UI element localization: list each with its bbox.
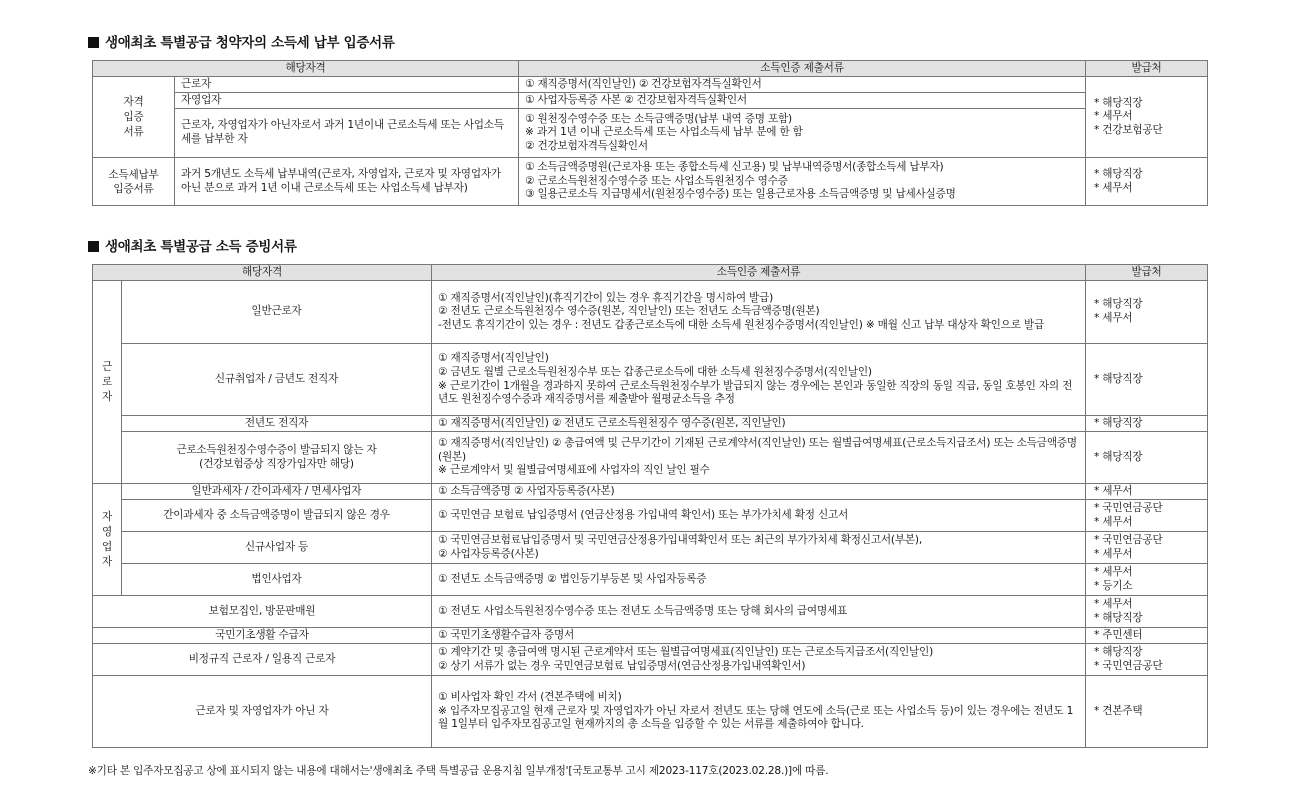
table-row	[93, 484, 1208, 500]
col-header-documents: 소득인증 제출서류	[519, 61, 1086, 77]
table-row	[93, 644, 1208, 676]
table-row	[93, 432, 1208, 484]
table-row	[93, 564, 1208, 596]
docs-neither: ① 원천징수영수증 또는 소득금액증명(납부 내역 증명 포함) ※ 과거 1년 이내 근로소득세 또는 사업소득세 납부 분에 한 함 ② 건강보험자격득실확인서	[519, 109, 1086, 158]
qual-cell: 전년도 전직자	[122, 416, 432, 432]
income-evidence-table	[92, 264, 1208, 748]
group-label-tax: 소득세납부 입증서류	[93, 158, 175, 206]
table-row	[93, 344, 1208, 416]
qual-cell: 신규사업자 등	[122, 532, 432, 564]
qual-cell: 근로소득원천징수영수증이 발급되지 않는 자 (건강보험증상 직장가입자만 해당)	[122, 432, 432, 484]
income-tax-proof-table	[92, 60, 1208, 206]
docs-cell: ① 비사업자 확인 각서 (견본주택에 비치) ※ 입주자모집공고일 현재 근로자 및 자영업자가 아닌 자로서 전년도 또는 당해 연도에 소득(근로 또는 사업소득 등)이 있는 경우에는 전년도 1월 1일부터 입주자모집공고일 현재까지의 총 소득을 입증할 수 있는 서류를 제출하여야 합니다.	[432, 676, 1086, 748]
qual-worker: 근로자	[175, 77, 519, 93]
qual-cell: 근로자 및 자영업자가 아닌 자	[93, 676, 432, 748]
issuer-5years: * 해당직장 * 세무서	[1086, 158, 1208, 206]
docs-self-employed: ① 사업자등록증 사본 ② 건강보험자격득실확인서	[519, 93, 1086, 109]
issuer-cell: * 세무서 * 해당직장	[1086, 596, 1208, 628]
qual-cell: 국민기초생활 수급자	[93, 628, 432, 644]
col-header-issuer: 발급처	[1086, 61, 1208, 77]
table-row	[93, 532, 1208, 564]
group-label-self-employed: 자 영 업 자	[93, 484, 122, 596]
qual-self-employed: 자영업자	[175, 93, 519, 109]
docs-cell: ① 전년도 사업소득원천징수영수증 또는 전년도 소득금액증명 또는 당해 회사의 급여명세표	[432, 596, 1086, 628]
group-label-proof: 자격 입증 서류	[93, 77, 175, 158]
issuer-cell: * 견본주택	[1086, 676, 1208, 748]
table-row	[93, 416, 1208, 432]
issuer-cell: * 해당직장 * 세무서	[1086, 281, 1208, 344]
group-label-worker: 근 로 자	[93, 281, 122, 484]
qual-cell: 보험모집인, 방문판매원	[93, 596, 432, 628]
section1-title: 생애최초 특별공급 청약자의 소득세 납부 입증서류	[88, 31, 395, 51]
col-header-documents: 소득인증 제출서류	[432, 265, 1086, 281]
docs-cell: ① 재직증명서(직인날인) ② 총급여액 및 근무기간이 기재된 근로계약서(직인날인) 또는 월별급여명세표(근로소득지급조서) 또는 소득금액증명(원본) ※ 근로계약서 및 월별급여명세표에 사업자의 직인 날인 필수	[432, 432, 1086, 484]
docs-cell: ① 전년도 소득금액증명 ② 법인등기부등본 및 사업자등록증	[432, 564, 1086, 596]
table-row	[93, 676, 1208, 748]
docs-cell: ① 소득금액증명 ② 사업자등록증(사본)	[432, 484, 1086, 500]
issuer-cell: * 국민연금공단 * 세무서	[1086, 500, 1208, 532]
qual-cell: 간이과세자 중 소득금액증명이 발급되지 않은 경우	[122, 500, 432, 532]
qual-neither: 근로자, 자영업자가 아닌자로서 과거 1년이내 근로소득세 또는 사업소득세를 납부한 자	[175, 109, 519, 158]
docs-cell: ① 국민연금보험료납입증명서 및 국민연금산정용가입내역확인서 또는 최근의 부가가치세 확정신고서(부본), ② 사업자등록증(사본)	[432, 532, 1086, 564]
issuer-cell: * 해당직장	[1086, 432, 1208, 484]
qual-cell: 신규취업자 / 금년도 전직자	[122, 344, 432, 416]
issuer-cell: * 주민센터	[1086, 628, 1208, 644]
qual-cell: 일반과세자 / 간이과세자 / 면세사업자	[122, 484, 432, 500]
qual-5years: 과거 5개년도 소득세 납부내역(근로자, 자영업자, 근로자 및 자영업자가 아닌 분으로 과거 1년 이내 근로소득세 또는 사업소득세 납부자)	[175, 158, 519, 206]
square-bullet-icon	[88, 37, 99, 48]
docs-cell: ① 계약기간 및 총급여액 명시된 근로계약서 또는 월별급여명세표(직인날인) 또는 근로소득지급조서(직인날인) ② 상기 서류가 없는 경우 국민연금보험료 납입증명서(연금산정용가입내역확인서)	[432, 644, 1086, 676]
docs-worker: ① 재직증명서(직인날인) ② 건강보험자격득실확인서	[519, 77, 1086, 93]
table-row	[93, 281, 1208, 344]
qual-cell: 일반근로자	[122, 281, 432, 344]
docs-cell: ① 국민기초생활수급자 증명서	[432, 628, 1086, 644]
square-bullet-icon	[88, 241, 99, 252]
docs-cell: ① 국민연금 보험료 납입증명서 (연금산정용 가입내역 확인서) 또는 부가가치세 확정 신고서	[432, 500, 1086, 532]
docs-cell: ① 재직증명서(직인날인) ② 금년도 월별 근로소득원천징수부 또는 갑종근로소득에 대한 소득세 원천징수증명서(직인날인) ※ 근로기간이 1개월을 경과하지 못하여 근로소득원천징수부가 발급되지 않는 경우에는 본인과 동일한 직장의 동일 직급, 동일 호봉인 자의 전년도 원천징수영수증과 재직증명서를 제출받아 월평균소득을 추정	[432, 344, 1086, 416]
issuer-cell: * 세무서	[1086, 484, 1208, 500]
issuer-group1: * 해당직장 * 세무서 * 건강보험공단	[1086, 77, 1208, 158]
docs-cell: ① 재직증명서(직인날인) ② 전년도 근로소득원천징수 영수증(원본, 직인날인)	[432, 416, 1086, 432]
table-row	[93, 596, 1208, 628]
qual-cell: 비정규직 근로자 / 일용직 근로자	[93, 644, 432, 676]
table-row	[93, 628, 1208, 644]
issuer-cell: * 해당직장	[1086, 416, 1208, 432]
docs-5years: ① 소득금액증명원(근로자용 또는 종합소득세 신고용) 및 납부내역증명서(종합소득세 납부자) ② 근로소득원천징수영수증 또는 사업소득원천징수 영수증 ③ 일용근로소득 지급명세서(원천징수영수증) 또는 일용근로자용 소득금액증명 및 납세사실증명	[519, 158, 1086, 206]
issuer-cell: * 국민연금공단 * 세무서	[1086, 532, 1208, 564]
issuer-cell: * 해당직장 * 국민연금공단	[1086, 644, 1208, 676]
col-header-qualification: 해당자격	[93, 265, 432, 281]
issuer-cell: * 해당직장	[1086, 344, 1208, 416]
issuer-cell: * 세무서 * 등기소	[1086, 564, 1208, 596]
table-row	[93, 500, 1208, 532]
section2-title: 생애최초 특별공급 소득 증빙서류	[88, 235, 297, 255]
col-header-issuer: 발급처	[1086, 265, 1208, 281]
qual-cell: 법인사업자	[122, 564, 432, 596]
docs-cell: ① 재직증명서(직인날인)(휴직기간이 있는 경우 휴직기간을 명시하여 발급) ② 전년도 근로소득원천징수 영수증(원본, 직인날인) 또는 전년도 소득금액증명(원본) -전년도 휴직기간이 있는 경우 : 전년도 갑종근로소득에 대한 소득세 원천징수증명서(직인날인) ※ 매월 신고 납부 대상자 확인으로 발급	[432, 281, 1086, 344]
col-header-qualification: 해당자격	[93, 61, 519, 77]
footnote: ※기타 본 입주자모집공고 상에 표시되지 않는 내용에 대해서는'생애최초 주택 특별공급 운용지침 일부개정'[국토교통부 고시 제2023-117호(2023.02.28.)]에 따름.	[88, 765, 829, 777]
